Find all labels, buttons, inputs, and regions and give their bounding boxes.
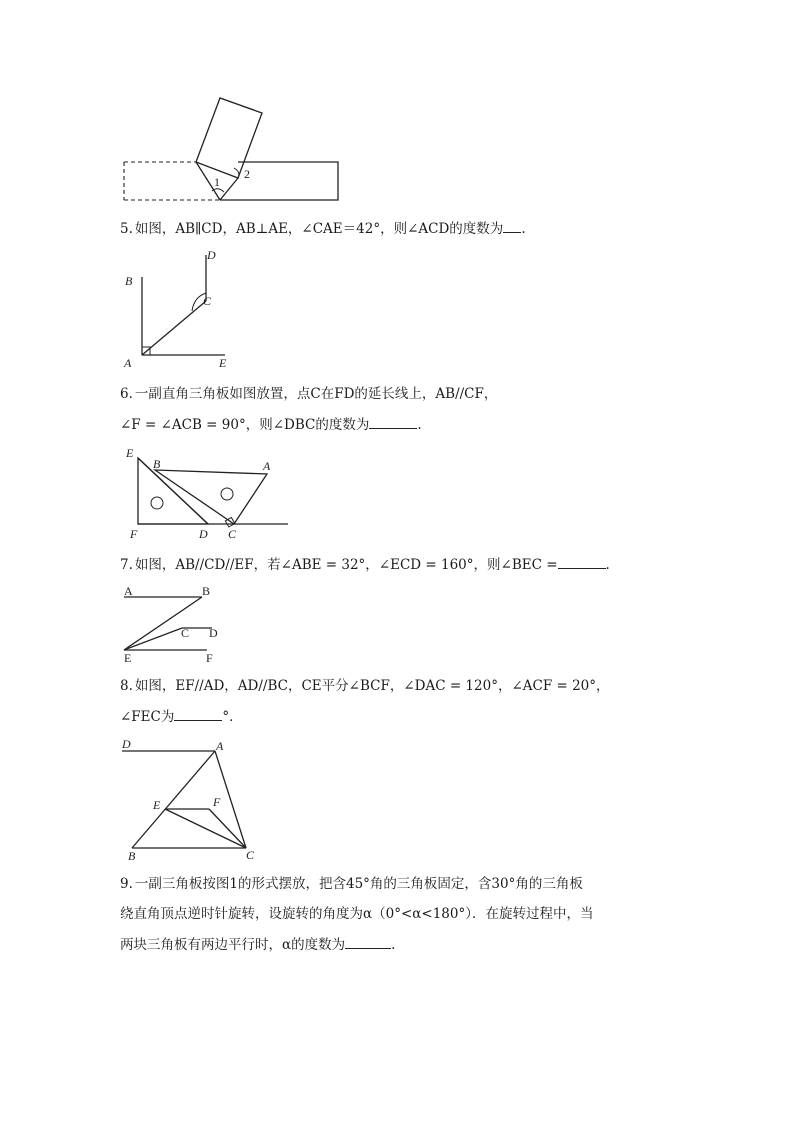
question-7-number: 7. (120, 557, 133, 573)
figure-7 (118, 582, 228, 667)
question-8-line-1 (120, 676, 610, 696)
question-5-text: 如图，AB∥CD，AB⊥AE，∠CAE＝42°，则∠ACD的度数为 (134, 221, 504, 237)
label-E: E (153, 798, 161, 812)
label-B: B (153, 457, 161, 471)
figure-6-diagram (120, 446, 300, 541)
figure-7-diagram (118, 582, 228, 667)
label-angle-1: 1 (214, 175, 220, 189)
figure-8-diagram (118, 736, 278, 866)
label-C: C (246, 848, 255, 862)
label-E: E (124, 651, 132, 665)
label-A: A (124, 584, 133, 598)
question-6-end: . (417, 417, 422, 433)
label-E: E (126, 446, 134, 460)
line-BE (124, 597, 202, 650)
strip-body (220, 162, 338, 200)
question-9-line-1 (120, 874, 583, 894)
label-B: B (128, 849, 136, 863)
question-8-text-2: ∠FEC为 (120, 709, 175, 725)
figure-5 (120, 245, 250, 375)
question-6-number: 6. (120, 386, 133, 402)
question-8-answer-blank[interactable] (174, 706, 222, 721)
label-D: D (122, 737, 131, 751)
question-8-number: 8. (120, 678, 133, 694)
label-C: C (181, 626, 190, 640)
folded-strip-diagram (110, 90, 350, 205)
question-6-text-1: 一副直角三角板如图放置，点C在FD的延长线上，AB//CF， (134, 386, 498, 402)
folded-part (196, 98, 262, 178)
hole-45-triangle (151, 497, 163, 509)
question-5-number: 5. (120, 221, 133, 237)
hole-30-triangle (221, 488, 233, 500)
label-A: A (216, 739, 224, 753)
question-5 (120, 218, 526, 239)
question-9-answer-blank[interactable] (345, 934, 391, 949)
fold-line-right (220, 178, 238, 200)
question-7 (120, 554, 610, 575)
question-7-answer-blank[interactable] (558, 554, 606, 569)
label-D: D (209, 626, 218, 640)
label-C: C (228, 527, 237, 541)
question-8-line-2 (120, 706, 243, 727)
question-9-number: 9. (120, 876, 133, 892)
label-C: C (203, 294, 212, 308)
label-F: F (206, 651, 213, 665)
question-5-answer-blank[interactable] (503, 218, 521, 233)
question-9-text-3: 两块三角板有两边平行时，α的度数为 (120, 937, 346, 953)
line-ED (138, 458, 208, 524)
triangle-BAC (155, 470, 267, 524)
question-8-text-1: 如图，EF//AD，AD//BC，CE平分∠BCF，∠DAC = 120°，∠ACF = 20°， (134, 678, 610, 694)
question-9-end: . (391, 937, 396, 953)
figure-8 (118, 736, 278, 866)
figure-folded-strip (110, 90, 350, 205)
label-angle-2: 2 (244, 167, 250, 181)
question-6-text-2: ∠F = ∠ACB = 90°，则∠DBC的度数为 (120, 417, 370, 433)
line-AC (142, 301, 206, 355)
figure-6 (120, 446, 300, 541)
question-7-end: . (605, 557, 610, 573)
label-A: A (263, 459, 271, 473)
line-EC (165, 809, 246, 848)
question-8-end: °． (222, 709, 243, 725)
question-9-line-3 (120, 934, 395, 955)
line-EC (124, 628, 182, 650)
line-AB (132, 751, 215, 848)
question-6-line-1 (120, 384, 497, 404)
label-D: D (207, 248, 216, 262)
question-6-answer-blank[interactable] (369, 414, 417, 429)
question-9-line-2 (120, 904, 593, 924)
label-D: D (199, 527, 208, 541)
label-A: A (124, 356, 132, 370)
question-9-text-2: 绕直角顶点逆时针旋转，设旋转的角度为α（0°<α<180°）．在旋转过程中，当 (120, 906, 594, 922)
label-E: E (219, 356, 227, 370)
question-9-text-1: 一副三角板按图1的形式摆放，把含45°角的三角板固定，含30°角的三角板 (134, 876, 583, 892)
question-5-end: . (521, 221, 526, 237)
label-F: F (130, 527, 138, 541)
label-F: F (213, 795, 221, 809)
question-6-line-2 (120, 414, 422, 435)
label-B: B (125, 274, 133, 288)
question-7-text: 如图，AB//CD//EF，若∠ABE = 32°，∠ECD = 160°，则∠BEC = (134, 557, 558, 573)
label-B: B (202, 584, 211, 598)
figure-5-diagram (120, 245, 250, 375)
